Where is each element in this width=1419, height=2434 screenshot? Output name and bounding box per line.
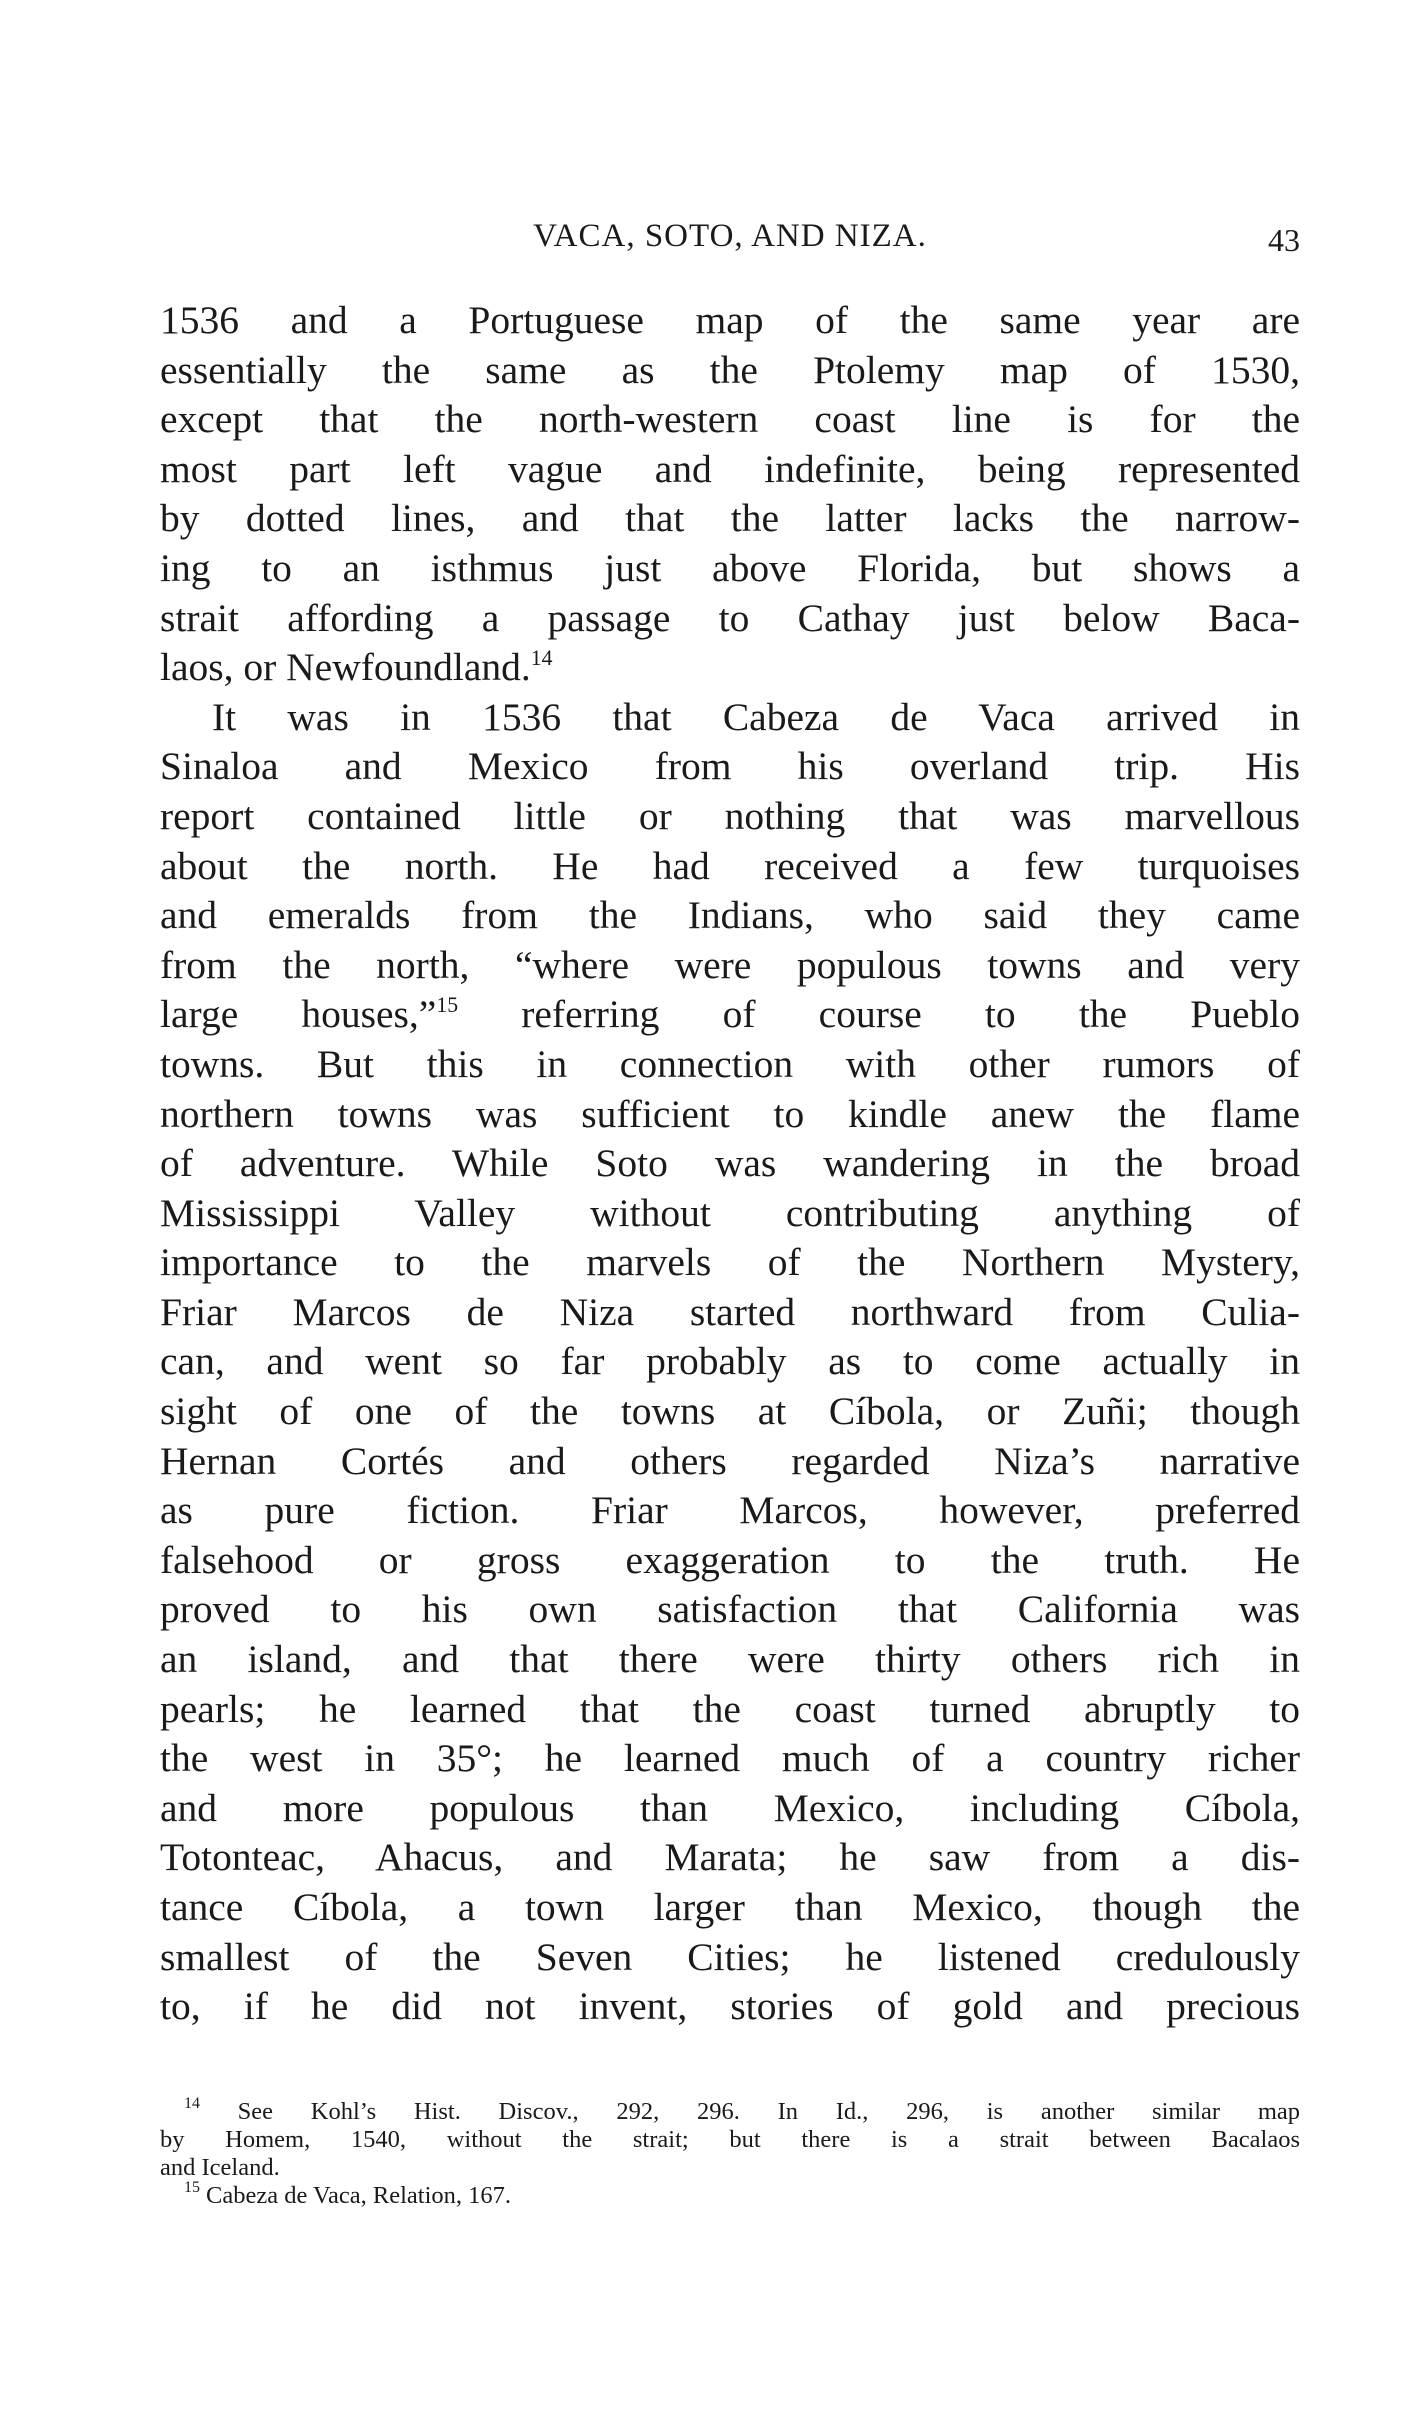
text-fragment: large houses,” [160, 992, 437, 1037]
text-line: falsehood or gross exaggeration to the truth. He [160, 1537, 1300, 1582]
text-line: ing to an isthmus just above Florida, but shows a [160, 545, 1300, 590]
footnote-mark-15: 15 [184, 2178, 200, 2196]
footnote-mark-14: 14 [184, 2094, 200, 2112]
text-line: about the north. He had received a few turquoises [160, 843, 1300, 888]
text-line: northern towns was sufficient to kindle anew the flame [160, 1091, 1300, 1136]
text-line [160, 990, 1300, 1040]
text-line: pearls; he learned that the coast turned abruptly to [160, 1686, 1300, 1731]
text-line: of adventure. While Soto was wandering in the broad [160, 1141, 1300, 1186]
footnote-ref-14[interactable]: 14 [530, 645, 553, 670]
text-fragment: laos, or Newfoundland. [160, 645, 531, 690]
running-title: VACA, SOTO, AND NIZA. [533, 218, 927, 254]
text-line: smallest of the Seven Cities; he listened credulously [160, 1934, 1300, 1979]
footnote-14-cont: and Iceland. [160, 2154, 280, 2181]
text-line: Sinaloa and Mexico from his overland trip. His [160, 744, 1300, 789]
running-head [160, 214, 1300, 264]
footnote-15-text: Cabeza de Vaca, Relation, 167. [206, 2182, 512, 2209]
footnotes [160, 2094, 1300, 2210]
text-line: 1536 and a Portuguese map of the same year are [160, 298, 1300, 342]
text-line: can, and went so far probably as to come actually in [160, 1339, 1300, 1384]
text-line: Mississippi Valley without contributing anything of [160, 1190, 1300, 1235]
text-line: towns. But this in connection with other rumors of [160, 1041, 1300, 1086]
text-line: proved to his own satisfaction that California was [160, 1587, 1300, 1632]
text-line: by dotted lines, and that the latter lacks the narrow- [160, 496, 1300, 541]
text-line: most part left vague and indefinite, being represented [160, 446, 1300, 491]
text-line: essentially the same as the Ptolemy map of 1530, [160, 347, 1300, 392]
text-line: sight of one of the towns at Cíbola, or Zuñi; though [160, 1389, 1300, 1434]
text-line: an island, and that there were thirty others rich in [160, 1637, 1300, 1682]
text-line: and emeralds from the Indians, who said they came [160, 893, 1300, 938]
page-number: 43 [1268, 222, 1300, 258]
text-line: from the north, “where were populous towns and very [160, 942, 1300, 987]
text-line: Hernan Cortés and others regarded Niza’s narrative [160, 1438, 1300, 1483]
footnote-14 [160, 2094, 1300, 2126]
body-text [160, 296, 1300, 2032]
footnote-14-text: See Kohl’s Hist. Discov., 292, 296. In Id., 296, is another similar map [237, 2098, 1300, 2125]
footnote-15 [160, 2178, 1300, 2210]
text-line: importance to the marvels of the Northern Mystery, [160, 1240, 1300, 1285]
text-line: and more populous than Mexico, including Cíbola, [160, 1785, 1300, 1830]
text-line: except that the north-western coast line is for the [160, 397, 1300, 442]
text-line: as pure fiction. Friar Marcos, however, preferred [160, 1488, 1300, 1533]
text-line: to, if he did not invent, stories of gold and precious [160, 1984, 1300, 2029]
text-line: tance Cíbola, a town larger than Mexico, though the [160, 1885, 1300, 1929]
footnote-14-cont: by Homem, 1540, without the strait; but there is a strait between Bacalaos [160, 2126, 1300, 2153]
footnote-ref-15[interactable]: 15 [436, 993, 459, 1018]
text-line: the west in 35°; he learned much of a country richer [160, 1736, 1300, 1781]
text-line: Friar Marcos de Niza started northward from Culia- [160, 1289, 1300, 1334]
text-line: Totonteac, Ahacus, and Marata; he saw from a dis- [160, 1835, 1300, 1880]
text-line: report contained little or nothing that was marvellous [160, 793, 1300, 838]
paragraph-start-line: It was in 1536 that Cabeza de Vaca arrived in [212, 694, 1300, 739]
text-line: strait affording a passage to Cathay just below Baca- [160, 595, 1300, 640]
text-fragment: referring of course to the Pueblo [458, 992, 1300, 1037]
text-line [160, 643, 1300, 693]
